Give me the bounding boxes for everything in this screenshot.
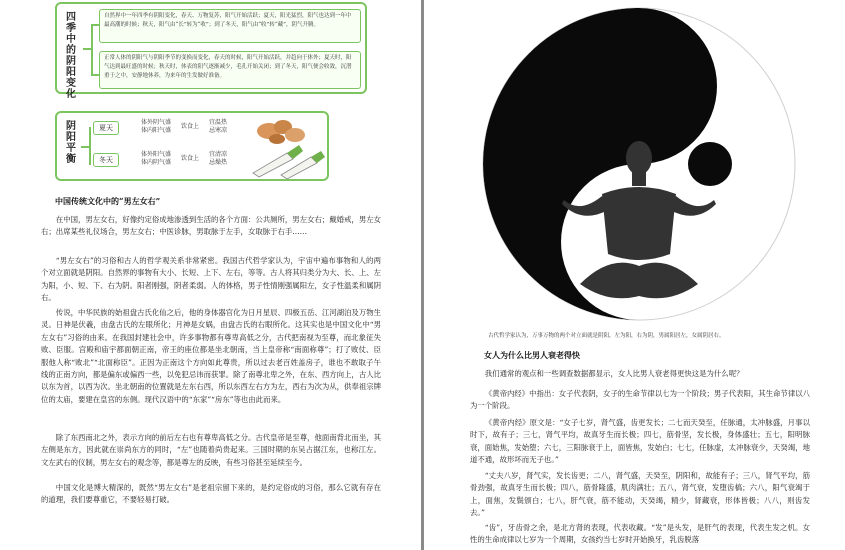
row1-advice: 宜温热 <box>209 119 228 126</box>
connector <box>81 146 89 148</box>
yin-yang-illustration <box>480 4 798 324</box>
row2-outer: 体外阳气盛 <box>141 151 172 158</box>
yin-yang-balance-diagram <box>55 111 329 181</box>
row2-inner: 体内阴气盛 <box>141 159 172 166</box>
row1-inner: 体内阳气盛 <box>141 127 172 134</box>
paragraph: 我们通常的观点和一些调查数据都显示，女人比男人衰老得更快这是为什么呢？ <box>484 369 744 378</box>
ginger-illustration <box>257 120 305 144</box>
winter-chip: 冬天 <box>93 153 119 167</box>
connector <box>89 127 91 165</box>
body-changes-text: 正常人体的阴阳气与阴阳季节的变换而变化，春天的时候，阳气开始活跃，并趋向于体外；夏天时，阳气达到最旺盛的时候；秋天时，体表的阳气逐渐减少，毛孔开始关闭；到了冬天，阳气便会收敛，沉潜重于之中，安静地休养，为来年的生发做好准备。 <box>99 51 361 89</box>
row2-advice: 宜清凉 <box>209 151 228 158</box>
paragraph: 在中国，男左女右，好像约定俗成地渗透到生活的各个方面：公共厕所，男左女右；戴婚戒，男左女右；出席某些礼仪场合，男左女右；中医诊脉，男取脉于左手，女取脉于右手…… <box>41 215 381 237</box>
connector <box>83 48 91 50</box>
paragraph: “男左女右”的习俗和古人的哲学观关系非常紧密。我国古代哲学家认为，宇宙中遍布事物和人的两个对立面就是阴阳。自然界的事物有大小、长短、上下、左右，等等。古人将其归类分为大、长、上、左为阳，小、短、下、右为阴。阳者刚强，阴者柔弱。人的体格，男子性情刚强属阳左，女子性温柔和属阴右。 <box>41 256 381 303</box>
paragraph: “齿”，牙齿骨之余，是北方肾的表现，代表收藏。“发”是头发，是肝气的表现，代表生发之机。女性的生命成律以七岁为一个周期，女孩约当七岁时开始换牙，乳齿脱落 <box>470 523 810 545</box>
row1-avoid: 忌寒凉 <box>209 127 228 134</box>
figure-caption: 古代哲学家认为，万事万物的两个对立面就是阴阳，左为阳，右为阴，男属阳居左，女属阴居右。 <box>488 333 725 339</box>
radish-illustration <box>253 145 325 179</box>
row2-avoid: 忌燥热 <box>209 159 228 166</box>
yin-dot <box>688 142 732 186</box>
summer-chip: 夏天 <box>93 121 119 135</box>
nature-changes-text: 自然界中一年四季有阴阳变化，春天、万物复苏，阳气开始活跃；夏天，阳光猛烈，阳气也达到一年中最高潮的时候；秋天，阳气由“长”转为“收”；到了冬天，阳气由“收”转“藏”，阴气升腾。 <box>99 9 361 43</box>
connector <box>91 24 99 26</box>
row1-diet: 饮食上 <box>181 123 200 130</box>
row1-outer: 体外阴气盛 <box>141 119 172 126</box>
section-heading: 女人为什么比男人衰老得快 <box>484 350 580 360</box>
diagram-label: 四季中的阴阳变化 <box>66 12 76 100</box>
connector <box>91 74 99 76</box>
paragraph: 《黄帝内经》中指出：女子代表阴，女子的生命节律以七为一个阶段；男子代表阳，其生命节律以八为一个阶段。 <box>470 389 810 411</box>
row2-diet: 饮食上 <box>181 155 200 162</box>
paragraph: 中国文化是博大精深的，既然“男左女右”是老祖宗留下来的，是约定俗成的习俗，那么它就有存在的道理，我们要尊重它，不要轻易打破。 <box>41 483 381 505</box>
paragraph: 传说，中华民族的始祖盘古氏化仙之后，他的身体器官化为日月星辰、四极五岳、江河湖泊及万物生灵。日神是伏羲，由盘古氏的左眼所化；月神是女娲，由盘古氏的右眼所化。这其实也是中国文化中“男左女右”习俗的由来。在我国封建社会中，许多事物都有尊卑高低之分，古代把南视为至尊，而北象征失败、臣服。宫殿和庙宇都面朝正南，帝王的座位都是坐北朝南，当上皇帝称“南面称尊”；打了败仗、臣服他人称“败北”“北面称臣”。正因为正南这个方向如此尊贵，所以过去老百姓盖房子，谁也不敢取子午线的正南方向，都是偏东或偏西一些，以免犯忌讳而获罪。除了南尊北卑之外，在东、西方向上，古人比以东为首，以西为次。坐北朝南的位置就是左东右西，所以东西左右方为左，西右为次为从，供奉祖宗牌位的太庙，要建在皇宫的东侧。现代汉语中的“东家”“房东”等也由此而来。 <box>41 308 381 404</box>
paragraph: 除了东西南北之外，表示方向的前后左右也有尊卑高低之分。古代皇帝是至尊，他面南背北而坐，其左侧是东方，因此就在崇尚东方的同时，“左”也随着尚贵起来。三国时期的东吴占据江东，也称江左。文左武右的仪制，男左女右的观念等，都是尊左的反映，有些习俗甚至延续至今。 <box>41 433 381 467</box>
food-illustration <box>247 115 327 179</box>
section-heading: 中国传统文化中的“男左女右” <box>55 196 161 206</box>
connector <box>91 24 93 76</box>
paragraph: 《黄帝内经》原文是：“女子七岁，肾气盛，齿更发长；二七而天癸至，任脉通，太冲脉盛，月事以时下，故有子；三七，肾气平均，故真牙生而长极；四七，筋骨坚，发长极，身体盛壮；五七，阳明脉衰，面始焦，发始堕；六七，三阳脉衰于上，面皆焦，发始白；七七，任脉虚，太冲脉衰少，天癸竭，地道不通，故形坏而无子也。” <box>470 418 810 465</box>
right-page <box>424 0 845 550</box>
paragraph: “丈夫八岁，肾气实，发长齿更；二八，肾气盛，天癸至，阴阳和，故能有子；三八，肾气平均，筋骨劲强，故真牙生而长极；四八，筋骨隆盛，肌肉满壮；五八，肾气衰，发堕齿槁；六八，阳气衰竭于上，面焦，发鬓颁白；七八，肝气衰，筋不能动，天癸竭，精少，肾藏衰，形体皆极；八八，则齿发去。” <box>470 471 810 518</box>
left-page <box>0 0 421 550</box>
diagram-label: 阴阳平衡 <box>66 121 76 165</box>
seasonal-changes-diagram <box>55 2 367 100</box>
